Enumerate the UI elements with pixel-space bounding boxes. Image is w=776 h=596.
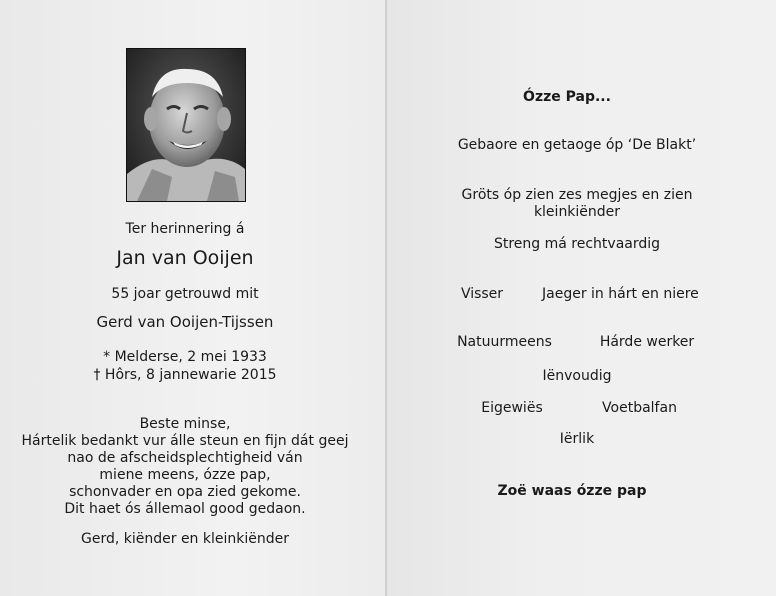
poem-title: Ózze Pap... (523, 89, 611, 105)
poem-line: Hárde werker (599, 334, 695, 350)
thanks-line: Dit haet ós állemaol good gedaon. (64, 501, 306, 517)
memorial-header: Ter herinnering á (125, 221, 245, 237)
portrait-photo (126, 48, 246, 202)
poem-line: Jaeger in hárt en niere (542, 286, 699, 302)
marriage-line: 55 joar getrouwd mit (111, 286, 259, 302)
thanks-line: schonvader en opa zied gekome. (69, 484, 301, 500)
poem-line: Iënvoudig (542, 368, 612, 384)
death-info: † Hôrs, 8 jannewarie 2015 (93, 367, 277, 383)
thanks-line: Beste minse, (139, 416, 231, 432)
poem-line: Iërlik (559, 431, 595, 447)
thanks-line: nao de afscheidsplechtigheid ván (67, 450, 303, 466)
right-page (387, 0, 776, 596)
poem-line: Voetbalfan (602, 400, 677, 416)
poem-line: Eigewiës (481, 400, 543, 416)
poem-line: kleinkiënder (533, 204, 621, 220)
spouse-name: Gerd van Ooijen-Tijssen (96, 313, 274, 331)
thanks-line: miene meens, ózze pap, (99, 467, 271, 483)
poem-line: Visser (460, 286, 504, 302)
portrait-illustration (127, 49, 245, 201)
left-page (0, 0, 385, 596)
poem-closing: Zoë waas ózze pap (497, 483, 647, 499)
poem-line: Gebaore en getaoge óp ‘De Blakt’ (457, 137, 697, 153)
poem-line: Gröts óp zien zes megjes en zien (461, 187, 693, 203)
poem-line: Natuurmeens (457, 334, 552, 350)
poem-line: Streng má rechtvaardig (493, 236, 661, 252)
deceased-name: Jan van Ooijen (116, 247, 254, 269)
signature: Gerd, kiënder en kleinkiënder (81, 531, 289, 547)
birth-info: * Melderse, 2 mei 1933 (103, 349, 267, 365)
thanks-line: Hártelik bedankt vur álle steun en fijn dát geej (21, 433, 349, 449)
